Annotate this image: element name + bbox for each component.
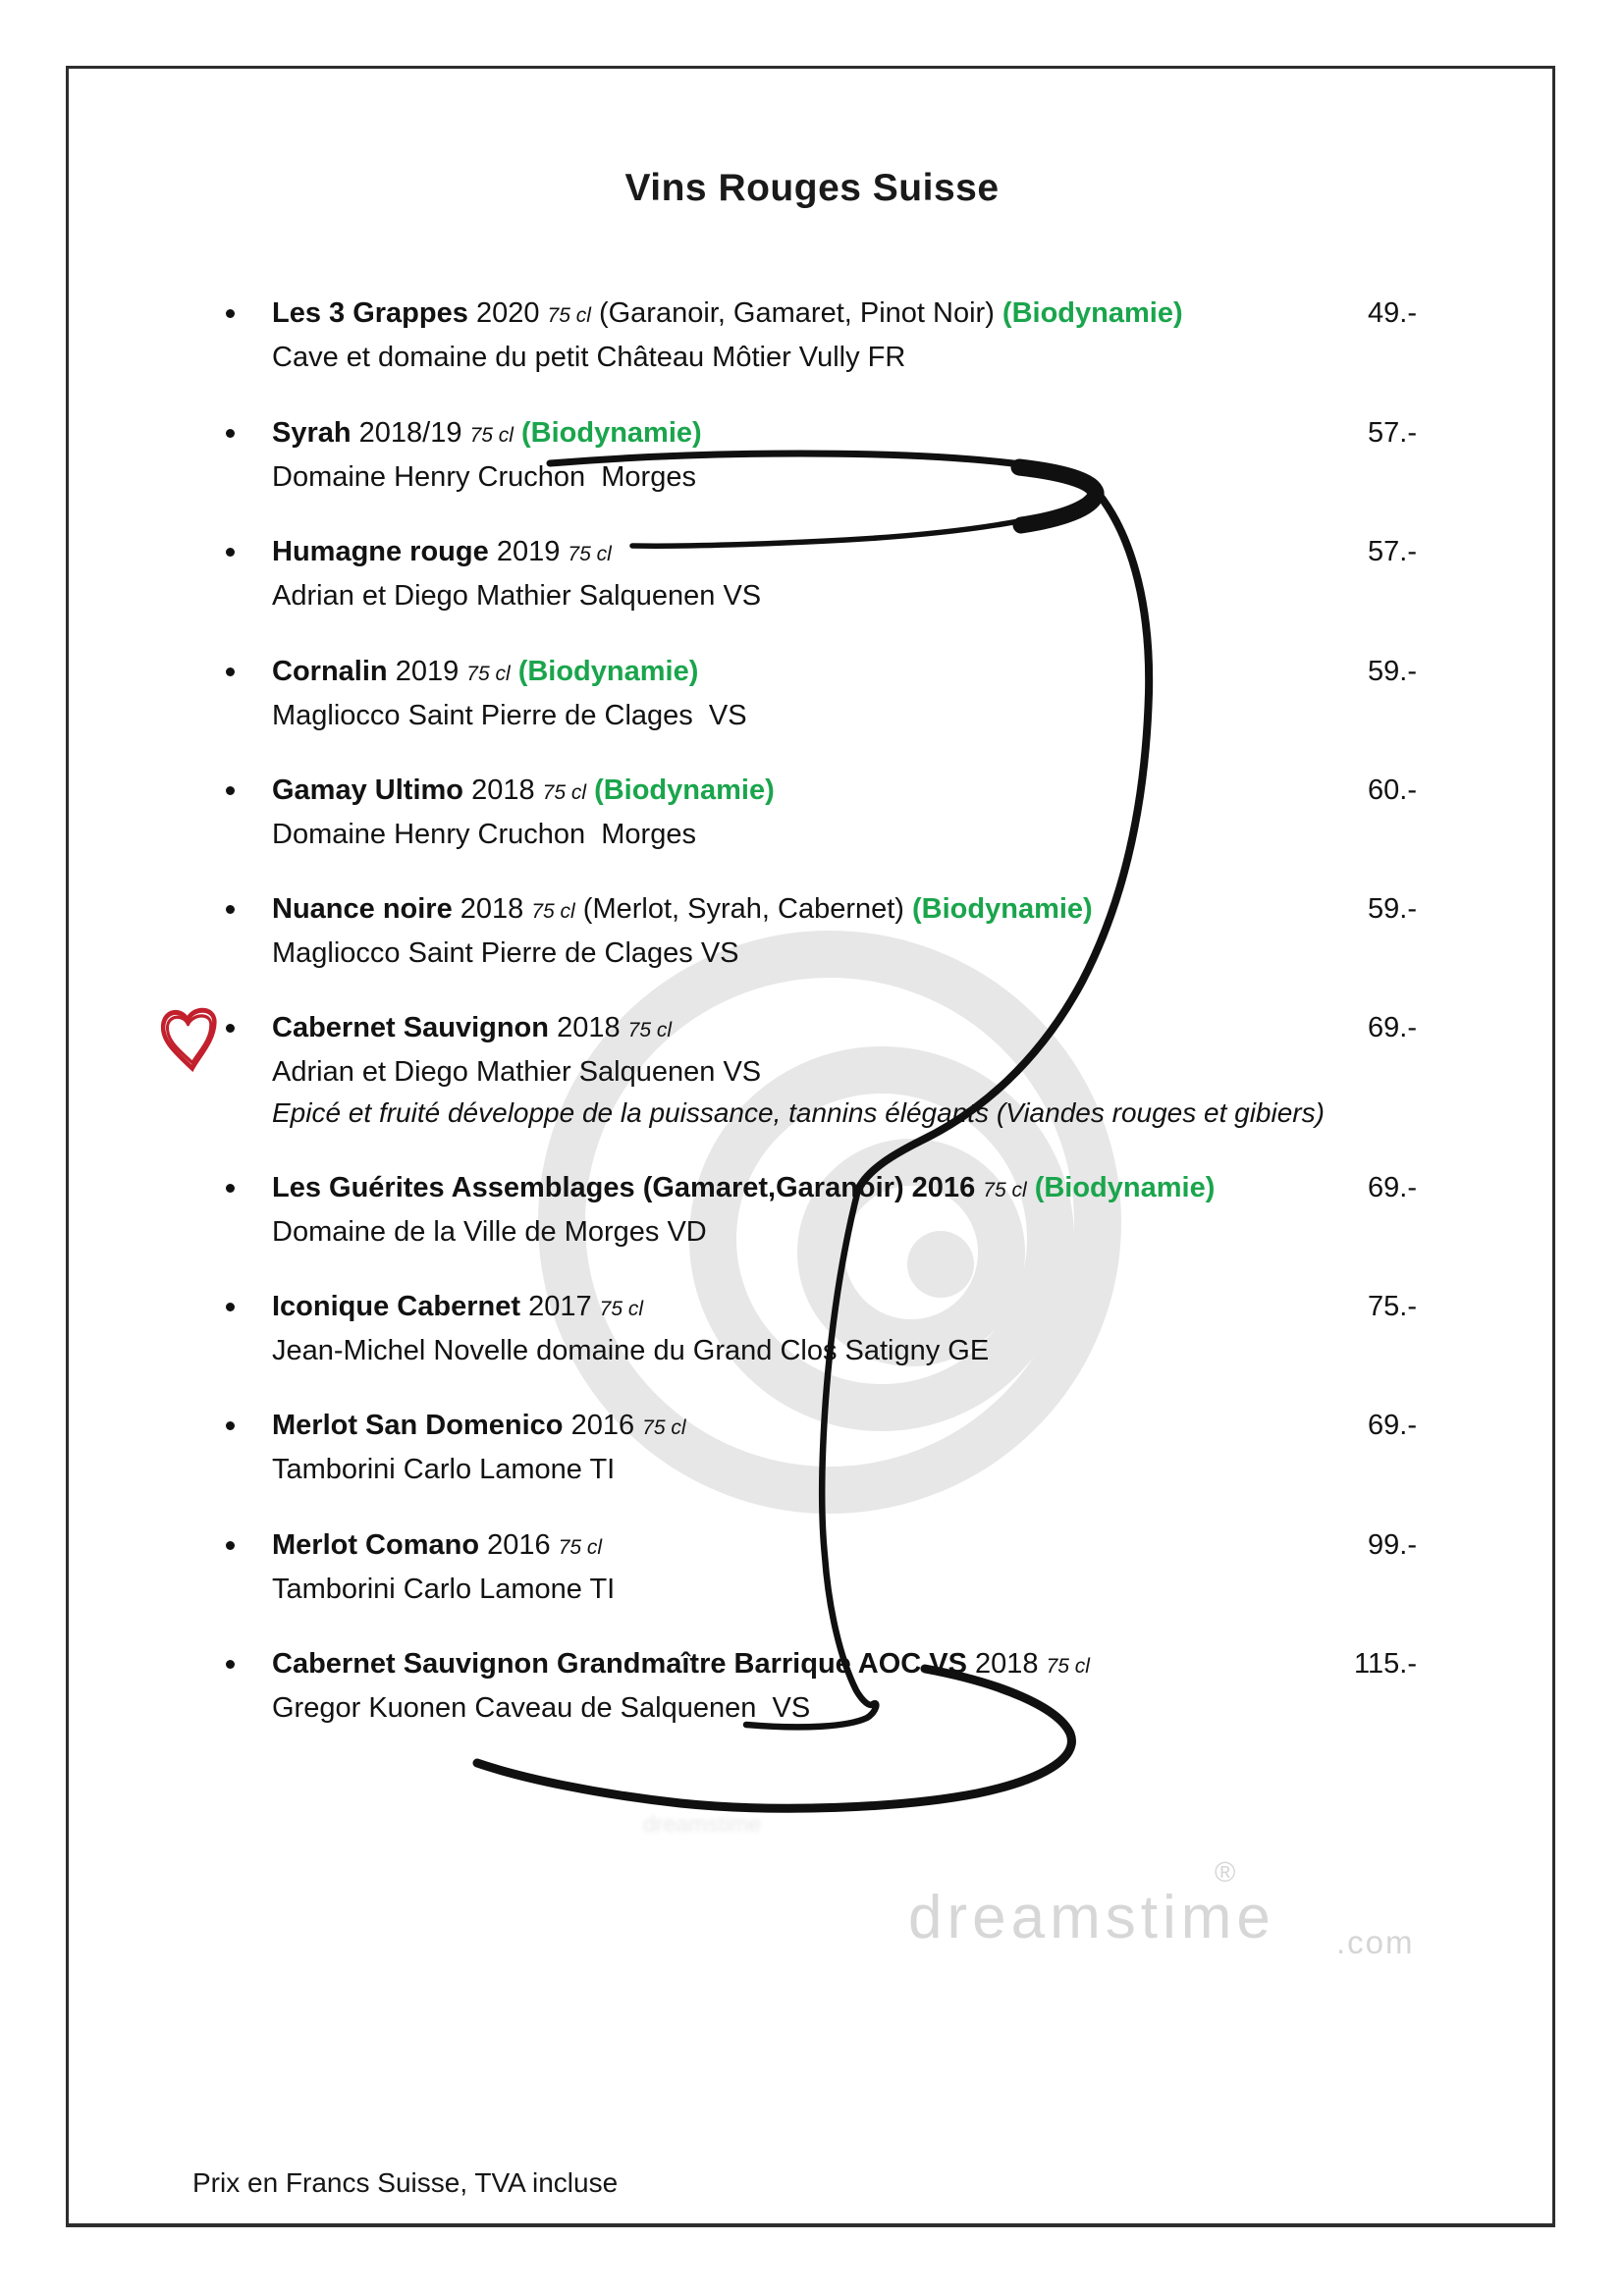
price-label: 99.-	[1368, 1529, 1417, 1561]
producer-line: Domaine Henry Cruchon Morges	[272, 819, 696, 850]
bullet-dot	[226, 905, 235, 914]
wine-year: 2017	[528, 1291, 592, 1322]
item-name-line	[218, 770, 1417, 814]
producer-line: Magliocco Saint Pierre de Clages VS	[272, 937, 739, 969]
footer-note: Prix en Francs Suisse, TVA incluse	[192, 2167, 619, 2198]
price-label: 75.-	[1368, 1291, 1417, 1322]
biodynamie-badge: (Biodynamie)	[1001, 297, 1183, 329]
item-name-line	[218, 531, 1417, 575]
wine-volume: 75 cl	[627, 1019, 672, 1041]
wine-name: Cabernet Sauvignon Grandmaître Barrique AOC VS	[272, 1648, 967, 1680]
wine-year: 2016	[487, 1529, 551, 1561]
wine-volume: 75 cl	[1046, 1655, 1090, 1678]
menu-item	[218, 888, 1417, 974]
wine-volume: 75 cl	[547, 304, 591, 327]
watermark-domain-suffix: .com	[1336, 1924, 1415, 1960]
price-label: 57.-	[1368, 536, 1417, 567]
menu-item	[218, 1286, 1417, 1371]
item-name-line	[218, 293, 1417, 337]
bullet-dot	[226, 667, 235, 676]
menu-item	[218, 1524, 1417, 1610]
price-label: 57.-	[1368, 417, 1417, 449]
wine-year: 2018	[471, 774, 535, 806]
tasting-note: Epicé et fruité développe de la puissance, tannins élégants (Viandes rouges et gibiers)	[272, 1097, 1325, 1128]
item-name-line	[218, 1524, 1417, 1569]
biodynamie-badge: (Biodynamie)	[594, 774, 775, 806]
item-name-line	[218, 1286, 1417, 1330]
item-name-line	[218, 1643, 1417, 1687]
bullet-dot	[226, 1660, 235, 1669]
biodynamie-badge: (Biodynamie)	[520, 417, 702, 449]
price-label: 60.-	[1368, 774, 1417, 806]
wine-name: Cabernet Sauvignon	[272, 1012, 549, 1043]
wine-name: Syrah	[272, 417, 352, 449]
menu-item	[218, 1405, 1417, 1490]
wine-volume: 75 cl	[642, 1416, 686, 1439]
menu-item	[218, 770, 1417, 855]
item-name-line	[218, 1007, 1417, 1051]
bullet-dot	[226, 1303, 235, 1311]
menu-item	[218, 412, 1417, 498]
registered-mark-icon: ®	[1215, 1857, 1236, 1889]
wine-name: Nuance noire	[272, 893, 453, 925]
wine-volume: 75 cl	[531, 900, 575, 923]
wine-volume: 75 cl	[568, 543, 612, 565]
grape-varieties: (Garanoir, Gamaret, Pinot Noir)	[598, 297, 995, 329]
wine-year: 2018/19	[358, 417, 462, 449]
item-name-line	[218, 888, 1417, 933]
wine-name: Cornalin	[272, 656, 388, 687]
producer-line: Magliocco Saint Pierre de Clages VS	[272, 700, 747, 731]
biodynamie-badge: (Biodynamie)	[912, 893, 1093, 925]
price-label: 115.-	[1354, 1648, 1417, 1680]
wine-name: Merlot San Domenico	[272, 1410, 564, 1441]
grape-varieties: (Merlot, Syrah, Cabernet)	[582, 893, 904, 925]
wine-volume: 75 cl	[558, 1536, 603, 1559]
item-name-line	[218, 412, 1417, 456]
biodynamie-badge: (Biodynamie)	[1034, 1172, 1216, 1203]
watermark-ghost-text: dreamstime	[643, 1811, 762, 1837]
menu-item	[218, 1643, 1417, 1729]
wine-year: 2019	[395, 656, 460, 687]
menu-item	[218, 1007, 1417, 1134]
page-title: Vins Rouges Suisse	[624, 167, 1000, 209]
bullet-dot	[226, 786, 235, 795]
wine-name: Les 3 Grappes	[272, 297, 468, 329]
wine-year: 2019	[496, 536, 561, 567]
item-name-line	[218, 651, 1417, 695]
price-label: 59.-	[1368, 656, 1417, 687]
producer-line: Jean-Michel Novelle domaine du Grand Clos Satigny GE	[272, 1335, 990, 1366]
producer-line: Domaine Henry Cruchon Morges	[272, 461, 696, 493]
wine-year: 2020	[475, 297, 540, 329]
bullet-dot	[226, 309, 235, 318]
producer-line: Tamborini Carlo Lamone TI	[272, 1454, 616, 1485]
wine-year: 2018	[460, 893, 524, 925]
price-label: 49.-	[1368, 297, 1417, 329]
bullet-dot	[226, 429, 235, 438]
producer-line: Adrian et Diego Mathier Salquenen VS	[272, 580, 762, 612]
wine-year: 2018	[557, 1012, 621, 1043]
item-name-line	[218, 1167, 1417, 1211]
menu-item	[218, 293, 1417, 378]
wine-year: 2018	[975, 1648, 1039, 1680]
producer-line: Adrian et Diego Mathier Salquenen VS	[272, 1056, 762, 1088]
biodynamie-badge: (Biodynamie)	[517, 656, 699, 687]
item-name-line	[218, 1405, 1417, 1449]
producer-line: Domaine de la Ville de Morges VD	[272, 1216, 707, 1248]
wine-name: Iconique Cabernet	[272, 1291, 520, 1322]
price-label: 69.-	[1368, 1172, 1417, 1203]
bullet-dot	[226, 1184, 235, 1193]
wine-name: Gamay Ultimo	[272, 774, 463, 806]
producer-line: Cave et domaine du petit Château Môtier Vully FR	[272, 342, 906, 373]
price-label: 69.-	[1368, 1012, 1417, 1043]
wine-year: 2016	[570, 1410, 635, 1441]
producer-line: Tamborini Carlo Lamone TI	[272, 1574, 616, 1605]
wine-volume: 75 cl	[983, 1179, 1027, 1201]
menu-item	[218, 1167, 1417, 1253]
wine-volume: 75 cl	[466, 663, 511, 685]
price-label: 69.-	[1368, 1410, 1417, 1441]
menu-item	[218, 651, 1417, 736]
wine-volume: 75 cl	[599, 1298, 643, 1320]
bullet-dot	[226, 548, 235, 557]
menu-item	[218, 531, 1417, 616]
wine-volume: 75 cl	[542, 781, 586, 804]
price-label: 59.-	[1368, 893, 1417, 925]
watermark-brand-text: dreamstime	[908, 1884, 1275, 1951]
producer-line: Gregor Kuonen Caveau de Salquenen VS	[272, 1692, 811, 1724]
wine-name: Humagne rouge	[272, 536, 489, 567]
bullet-dot	[226, 1541, 235, 1550]
wine-volume: 75 cl	[469, 424, 514, 447]
bullet-dot	[226, 1024, 235, 1033]
bullet-dot	[226, 1421, 235, 1430]
wine-name: Merlot Comano	[272, 1529, 480, 1561]
wine-name: Les Guérites Assemblages (Gamaret,Garanoir) 2016	[272, 1172, 976, 1203]
